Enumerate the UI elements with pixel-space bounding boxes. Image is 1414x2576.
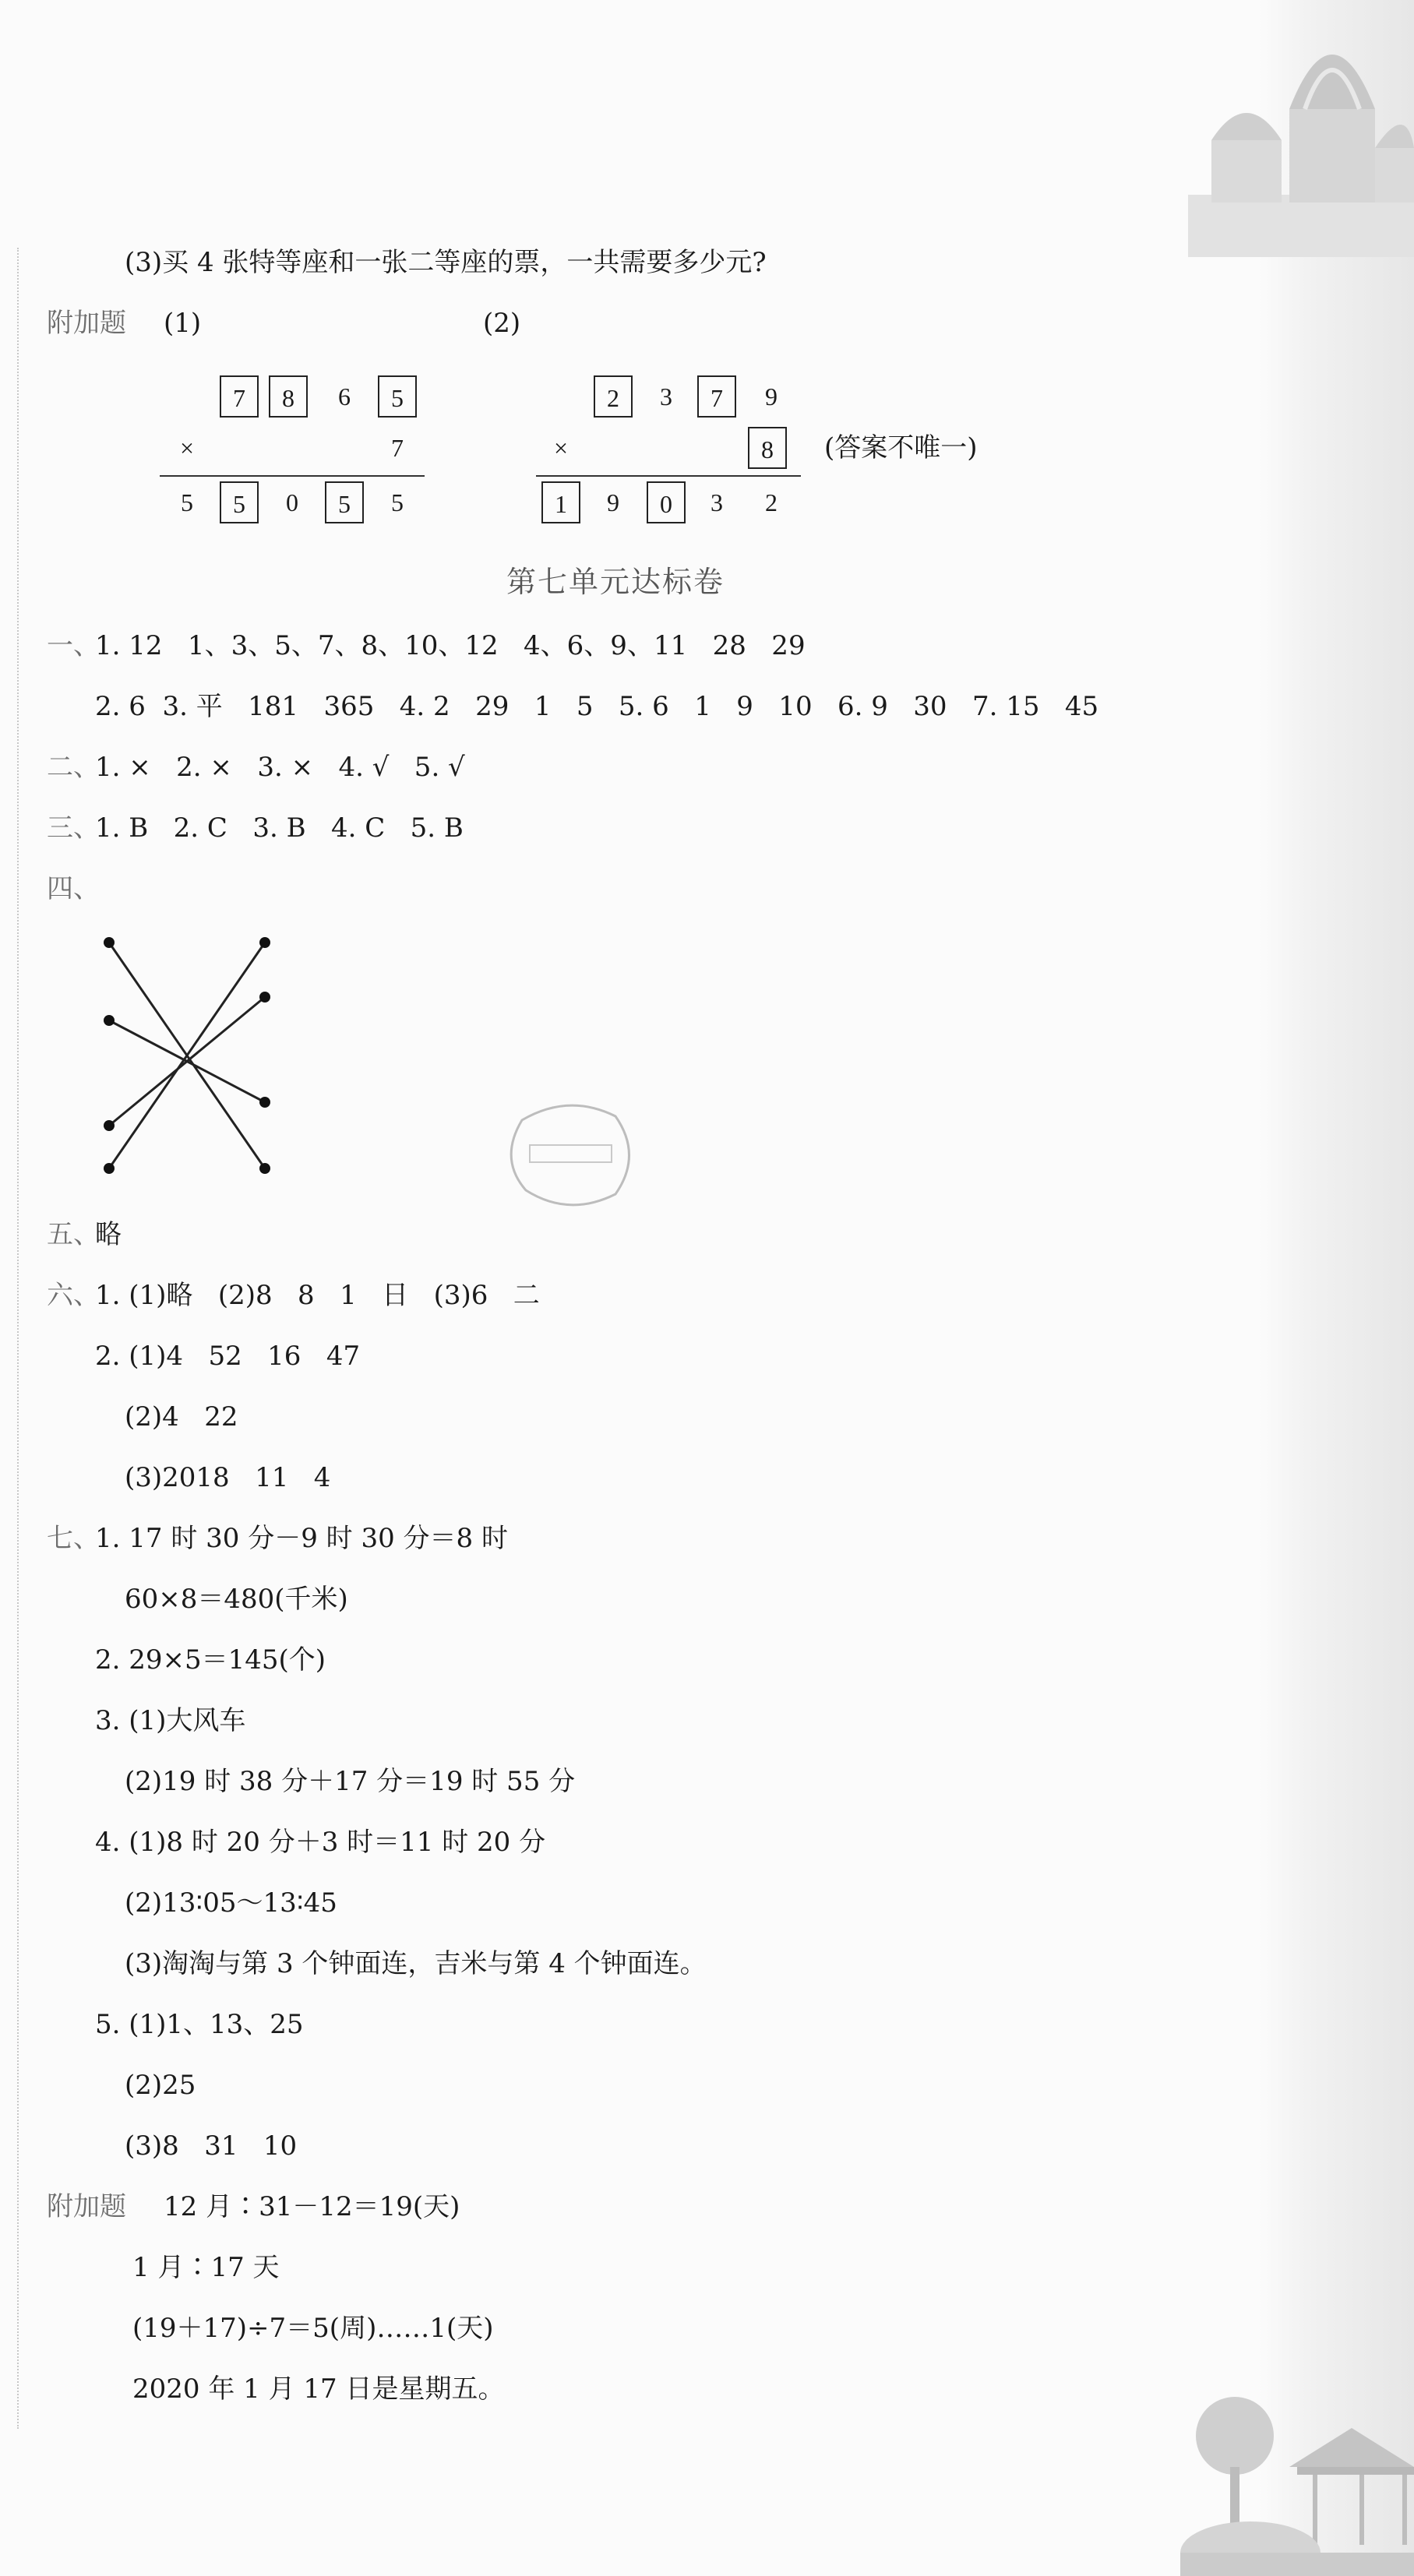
section-7-line-7: (2)13∶05～13∶45 xyxy=(125,1887,337,1919)
section-7-line-2: 60×8＝480(千米) xyxy=(125,1584,348,1615)
match-dot xyxy=(259,1163,270,1174)
match-dot xyxy=(104,1120,115,1131)
unit-7-title: 第七单元达标卷 xyxy=(506,565,725,599)
bonus-line-2: 1 月∶17 天 xyxy=(132,2252,280,2283)
section-7-prefix: 七、 xyxy=(47,1523,100,1554)
puzzle1-result-digit: 0 xyxy=(286,488,298,516)
section-1-prefix: 一、 xyxy=(47,630,100,661)
bonus-line-1: 12 月∶31－12＝19(天) xyxy=(164,2191,460,2222)
puzzle1-times-sign: × xyxy=(179,434,195,462)
side-decoration-panel xyxy=(1258,0,1414,2576)
puzzle2-multiplier-box: 8 xyxy=(748,427,787,469)
section-1-line-1: 1. 12 1、3、5、7、8、10、12 4、6、9、11 28 29 xyxy=(95,630,806,661)
section-3-answers: 1. B 2. C 3. B 4. C 5. B xyxy=(95,812,464,844)
puzzle2-top-digit: 3 xyxy=(660,382,672,411)
match-line xyxy=(109,997,265,1126)
puzzle1-rule xyxy=(160,475,425,477)
section-7-line-1: 1. 17 时 30 分－9 时 30 分＝8 时 xyxy=(95,1523,508,1554)
match-dot xyxy=(104,937,115,948)
castle-illustration xyxy=(1157,0,1414,257)
puzzle1-top-digit: 6 xyxy=(338,382,351,411)
puzzle2-top-box: 2 xyxy=(594,375,633,418)
match-dot xyxy=(104,1015,115,1026)
bonus-line-4: 2020 年 1 月 17 日是星期五。 xyxy=(132,2373,505,2405)
section-4-prefix: 四、 xyxy=(47,873,100,904)
section-7-line-11: (3)8 31 10 xyxy=(125,2130,298,2162)
match-dot xyxy=(259,1097,270,1108)
carousel-illustration xyxy=(1180,2342,1414,2576)
section-2-answers: 1. × 2. × 3. × 4. √ 5. √ xyxy=(95,752,465,783)
puzzle1-result-box: 5 xyxy=(220,481,259,523)
puzzle1-top-box: 5 xyxy=(378,375,417,418)
puzzle2-result-digit: 2 xyxy=(765,488,778,516)
puzzle2-times-sign: × xyxy=(553,434,569,462)
section-7-line-4: 3. (1)大风车 xyxy=(95,1705,246,1736)
puzzle2-result-box: 1 xyxy=(541,481,580,523)
puzzle2-label: (2) xyxy=(483,308,521,339)
question-3-text: (3)买 4 张特等座和一张二等座的票，一共需要多少元? xyxy=(125,247,767,278)
section-7-line-10: (2)25 xyxy=(125,2070,196,2101)
puzzle1-result-box: 5 xyxy=(325,481,364,523)
puzzle1-label: (1) xyxy=(164,308,202,339)
section-7-line-8: (3)淘淘与第 3 个钟面连，吉米与第 4 个钟面连。 xyxy=(125,1948,707,1979)
puzzle2-top-box: 7 xyxy=(697,375,736,418)
section-6-line-4: (3)2018 11 4 xyxy=(125,1462,331,1493)
puzzle2-result-box: 0 xyxy=(647,481,686,523)
section-6-line-1: 1. (1)略 (2)8 8 1 日 (3)6 二 xyxy=(95,1280,540,1311)
watermark-stamp xyxy=(499,1097,639,1214)
match-dot xyxy=(259,937,270,948)
section-2-prefix: 二、 xyxy=(47,752,100,783)
section-5-prefix: 五、 xyxy=(47,1219,100,1250)
answer-not-unique-note: (答案不唯一) xyxy=(824,432,978,463)
puzzle1-result-digit: 5 xyxy=(181,488,193,516)
section-5-answer: 略 xyxy=(95,1219,122,1250)
section-7-line-9: 5. (1)1、13、25 xyxy=(95,2009,304,2040)
bonus-line-3: (19＋17)÷7＝5(周)……1(天) xyxy=(132,2313,494,2344)
section-7-line-6: 4. (1)8 时 20 分＋3 时＝11 时 20 分 xyxy=(95,1827,546,1858)
section-7-line-5: (2)19 时 38 分＋17 分＝19 时 55 分 xyxy=(125,1766,576,1797)
bonus-label: 附加题 xyxy=(47,2191,126,2222)
section-1-line-2: 2. 6 3. 平 181 365 4. 2 29 1 5 5. 6 1 9 10 6. 9 30 7. 15 45 xyxy=(95,691,1099,722)
puzzle2-result-digit: 9 xyxy=(607,488,619,516)
puzzle2-result-digit: 3 xyxy=(711,488,723,516)
section-3-prefix: 三、 xyxy=(47,812,100,844)
section-7-line-3: 2. 29×5＝145(个) xyxy=(95,1644,326,1676)
puzzle2-top-digit: 9 xyxy=(765,382,778,411)
puzzle1-multiplier: 7 xyxy=(391,434,404,462)
section-6-prefix: 六、 xyxy=(47,1280,100,1311)
puzzle1-result-digit: 5 xyxy=(391,488,404,516)
puzzle1-top-box: 8 xyxy=(269,375,308,418)
matching-lines-diagram xyxy=(78,927,312,1192)
section-6-line-2: 2. (1)4 52 16 47 xyxy=(95,1341,361,1372)
match-dot xyxy=(104,1163,115,1174)
puzzle2-rule xyxy=(536,475,801,477)
bonus-label-top: 附加题 xyxy=(47,308,126,339)
puzzle1-top-box: 7 xyxy=(220,375,259,418)
section-6-line-3: (2)4 22 xyxy=(125,1401,238,1432)
match-dot xyxy=(259,992,270,1003)
